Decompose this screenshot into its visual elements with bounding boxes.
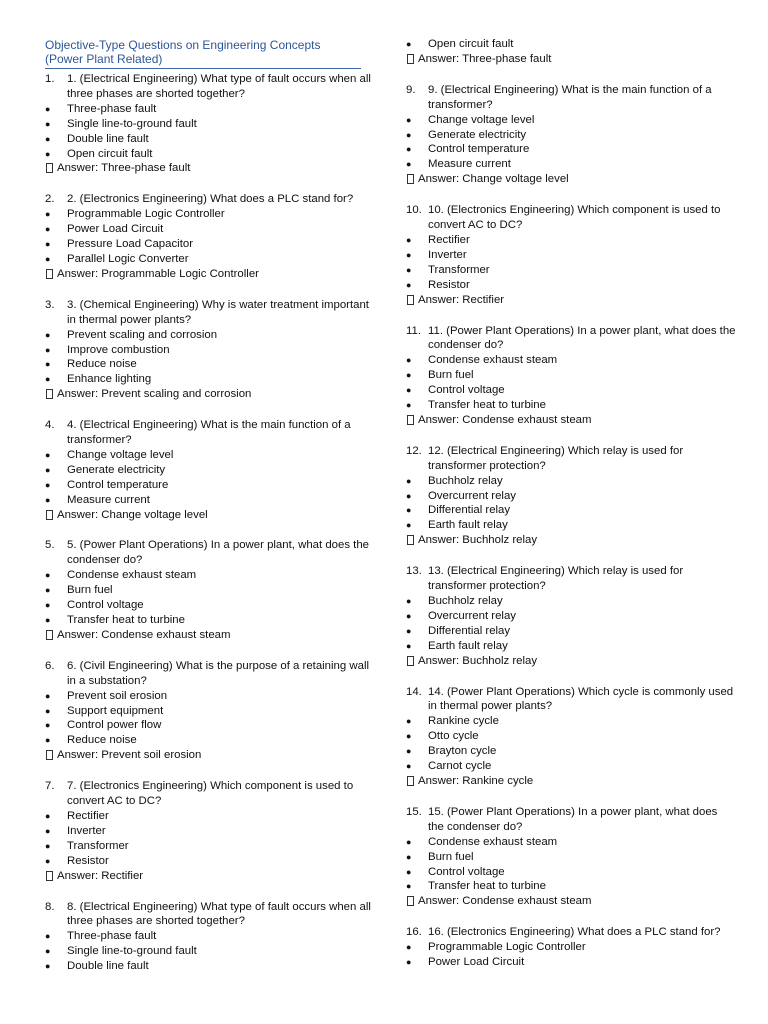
question-number: 10.	[406, 204, 422, 217]
option-text: Buchholz relay	[428, 595, 503, 607]
bullet-icon: ●	[406, 731, 412, 742]
bullet-icon: ●	[406, 400, 412, 411]
bullet-icon: ●	[45, 209, 51, 220]
left-column	[45, 37, 375, 990]
bullet-icon: ●	[45, 479, 51, 490]
checkbox-icon	[46, 510, 53, 520]
bullet-icon: ●	[45, 133, 51, 144]
option-item	[406, 835, 736, 850]
question-number: 16.	[406, 926, 422, 939]
option-text: Change voltage level	[67, 448, 174, 461]
bullet-icon: ●	[406, 610, 412, 621]
question-block	[406, 805, 736, 909]
question-block	[406, 564, 736, 668]
bullet-icon: ●	[45, 735, 51, 746]
question-block	[45, 72, 375, 176]
bullet-icon: ●	[406, 640, 412, 651]
option-item	[406, 278, 736, 293]
option-item	[406, 353, 736, 368]
option-item	[45, 147, 375, 162]
option-text: Condense exhaust steam	[67, 569, 197, 582]
bullet-icon: ●	[45, 810, 51, 821]
answer-text: Answer: Change voltage level	[57, 508, 208, 521]
bullet-icon: ●	[45, 239, 51, 250]
bullet-icon: ●	[45, 494, 51, 505]
question-block	[406, 203, 736, 307]
option-text: Programmable Logic Controller	[67, 208, 225, 221]
question-number: 1.	[45, 73, 55, 85]
option-text: Control voltage	[67, 599, 144, 612]
option-text: Measure current	[428, 158, 511, 171]
question-text: 7. (Electronics Engineering) Which component is used to convert AC to DC?	[67, 780, 354, 808]
option-item	[45, 102, 375, 117]
question-text: 1. (Electrical Engineering) What type of fault occurs when all three phases are shorted together?	[67, 73, 371, 100]
option-text: Resistor	[428, 278, 470, 291]
option-item	[45, 252, 375, 267]
answer-text: Answer: Prevent scaling and corrosion	[57, 388, 252, 401]
answer-line	[45, 267, 375, 282]
bullet-icon: ●	[45, 224, 51, 235]
option-text: Change voltage level	[428, 113, 535, 126]
option-text: Control voltage	[428, 384, 505, 397]
option-text: Otto cycle	[428, 730, 479, 743]
question-heading	[406, 83, 736, 113]
option-text: Burn fuel	[428, 369, 474, 382]
bullet-icon: ●	[45, 825, 51, 836]
option-item	[45, 343, 375, 358]
option-item	[45, 478, 375, 493]
option-text: Double line fault	[67, 960, 149, 973]
question-text: 2. (Electronics Engineering) What does a PLC stand for?	[67, 193, 354, 206]
option-item	[45, 448, 375, 463]
question-number: 12.	[406, 444, 422, 457]
option-item	[45, 463, 375, 478]
option-text: Control temperature	[428, 143, 530, 156]
bullet-icon: ●	[406, 159, 412, 170]
checkbox-icon	[46, 163, 53, 173]
bullet-icon: ●	[406, 761, 412, 772]
option-item	[406, 368, 736, 383]
option-item	[45, 809, 375, 824]
option-text: Transformer	[428, 263, 490, 276]
bullet-icon: ●	[406, 520, 412, 531]
checkbox-icon	[407, 656, 414, 666]
option-item	[406, 714, 736, 729]
option-item	[406, 503, 736, 518]
option-text: Rectifier	[67, 809, 109, 822]
option-text: Reduce noise	[67, 358, 137, 371]
question-number: 2.	[45, 193, 55, 206]
option-text: Control temperature	[67, 478, 169, 491]
answer-line	[45, 508, 375, 523]
bullet-icon: ●	[45, 570, 51, 581]
option-text: Single line-to-ground fault	[67, 117, 197, 130]
question-text: 15. (Power Plant Operations) In a power plant, what does the condenser do?	[428, 805, 718, 833]
bullet-icon: ●	[45, 961, 51, 972]
question-heading	[45, 900, 375, 930]
question-block	[406, 925, 736, 970]
answer-text: Answer: Change voltage level	[418, 173, 569, 186]
bullet-icon: ●	[45, 855, 51, 866]
option-item	[406, 157, 736, 172]
question-text: 16. (Electronics Engineering) What does a PLC stand for?	[428, 926, 721, 939]
answer-line	[406, 894, 736, 909]
option-text: Differential relay	[428, 504, 511, 517]
option-text: Brayton cycle	[428, 745, 497, 758]
option-text: Burn fuel	[428, 850, 474, 863]
option-item	[406, 233, 736, 248]
checkbox-icon	[407, 896, 414, 906]
question-block	[406, 83, 736, 187]
checkbox-icon	[407, 535, 414, 545]
right-column	[406, 37, 736, 986]
option-item	[406, 729, 736, 744]
answer-line	[406, 52, 736, 67]
question-heading	[406, 203, 736, 233]
option-text: Condense exhaust steam	[428, 354, 558, 367]
answer-line	[406, 654, 736, 669]
question-heading	[406, 444, 736, 474]
option-text: Generate electricity	[428, 128, 527, 141]
question-heading	[45, 418, 375, 448]
question-text: 10. (Electronics Engineering) Which component is used to convert AC to DC?	[428, 204, 721, 232]
option-item	[45, 929, 375, 944]
question-number: 9.	[406, 83, 416, 96]
option-text: Transfer heat to turbine	[428, 399, 546, 412]
checkbox-icon	[407, 776, 414, 786]
option-text: Control voltage	[428, 865, 505, 878]
option-text: Burn fuel	[67, 584, 113, 597]
option-item	[406, 474, 736, 489]
bullet-icon: ●	[45, 705, 51, 716]
question-heading	[45, 192, 375, 207]
question-block	[45, 298, 375, 402]
bullet-icon: ●	[406, 866, 412, 877]
option-item	[45, 733, 375, 748]
bullet-icon: ●	[406, 716, 412, 727]
question-number: 8.	[45, 900, 55, 913]
answer-text: Answer: Three-phase fault	[418, 52, 552, 65]
bullet-icon: ●	[406, 746, 412, 757]
option-text: Single line-to-ground fault	[67, 945, 197, 958]
answer-text: Answer: Buchholz relay	[418, 534, 538, 547]
question-block	[45, 659, 375, 763]
bullet-icon: ●	[45, 329, 51, 340]
question-number: 13.	[406, 565, 422, 578]
question-heading	[406, 925, 736, 940]
question-heading	[45, 72, 375, 102]
option-item	[45, 944, 375, 959]
bullet-icon: ●	[45, 253, 51, 264]
bullet-icon: ●	[45, 449, 51, 460]
question-number: 15.	[406, 805, 422, 818]
option-item	[406, 940, 736, 955]
checkbox-icon	[407, 295, 414, 305]
bullet-icon: ●	[45, 464, 51, 475]
question-block	[406, 324, 736, 428]
option-item	[45, 357, 375, 372]
option-text: Transformer	[67, 839, 129, 852]
bullet-icon: ●	[45, 359, 51, 370]
question-block	[45, 418, 375, 522]
option-item	[45, 854, 375, 869]
checkbox-icon	[46, 389, 53, 399]
option-item	[406, 128, 736, 143]
option-text: Inverter	[67, 824, 106, 837]
option-item	[45, 568, 375, 583]
page-title: Objective-Type Questions on Engineering Concepts (Power Plant Related)	[45, 37, 361, 69]
question-block	[406, 685, 736, 789]
option-text: Double line fault	[67, 132, 149, 145]
option-item	[406, 594, 736, 609]
answer-text: Answer: Three-phase fault	[57, 162, 191, 175]
answer-line	[45, 869, 375, 884]
option-item	[45, 583, 375, 598]
option-text: Prevent scaling and corrosion	[67, 328, 218, 341]
answer-line	[45, 161, 375, 176]
bullet-icon: ●	[45, 344, 51, 355]
option-item	[406, 113, 736, 128]
checkbox-icon	[46, 750, 53, 760]
option-text: Carnot cycle	[428, 760, 492, 773]
question-number: 7.	[45, 780, 55, 793]
option-text: Pressure Load Capacitor	[67, 238, 193, 251]
option-text: Rectifier	[428, 233, 470, 246]
option-item	[45, 613, 375, 628]
bullet-icon: ●	[406, 249, 412, 260]
answer-line	[45, 387, 375, 402]
question-text: 11. (Power Plant Operations) In a power plant, what does the condenser do?	[428, 324, 736, 352]
option-item	[45, 704, 375, 719]
option-item	[45, 207, 375, 222]
answer-text: Answer: Condense exhaust steam	[418, 895, 592, 908]
question-text: 3. (Chemical Engineering) Why is water treatment important in thermal power plants?	[67, 298, 369, 326]
answer-line	[45, 748, 375, 763]
question-heading	[406, 805, 736, 835]
option-item	[45, 824, 375, 839]
bullet-icon: ●	[45, 690, 51, 701]
bullet-icon: ●	[406, 625, 412, 636]
answer-text: Answer: Prevent soil erosion	[57, 749, 202, 762]
option-item	[45, 132, 375, 147]
option-text: Three-phase fault	[67, 930, 157, 943]
answer-text: Answer: Programmable Logic Controller	[57, 267, 259, 280]
bullet-icon: ●	[45, 148, 51, 159]
bullet-icon: ●	[45, 118, 51, 129]
option-text: Prevent soil erosion	[67, 689, 168, 702]
question-heading	[406, 564, 736, 594]
option-text: Improve combustion	[67, 343, 170, 356]
option-item	[406, 263, 736, 278]
option-text: Rankine cycle	[428, 715, 499, 728]
option-item	[406, 518, 736, 533]
question-heading	[45, 659, 375, 689]
checkbox-icon	[407, 54, 414, 64]
question-text: 12. (Electrical Engineering) Which relay is used for transformer protection?	[428, 444, 684, 472]
question-number: 3.	[45, 298, 55, 311]
bullet-icon: ●	[406, 385, 412, 396]
bullet-icon: ●	[406, 490, 412, 501]
question-heading	[406, 324, 736, 354]
question-block	[45, 192, 375, 281]
option-item	[45, 493, 375, 508]
option-item	[406, 609, 736, 624]
option-text: Transfer heat to turbine	[428, 880, 546, 893]
option-text: Transfer heat to turbine	[67, 614, 185, 626]
option-item	[45, 839, 375, 854]
option-text: Inverter	[428, 248, 467, 261]
bullet-icon: ●	[406, 144, 412, 155]
question-heading	[406, 685, 736, 715]
answer-line	[406, 774, 736, 789]
question-number: 4.	[45, 419, 55, 432]
option-item	[45, 598, 375, 613]
answer-line	[406, 533, 736, 548]
option-item	[406, 639, 736, 654]
bullet-icon: ●	[45, 946, 51, 957]
option-text: Support equipment	[67, 704, 164, 717]
option-text: Overcurrent relay	[428, 489, 516, 502]
question-block	[45, 538, 375, 642]
option-item	[406, 879, 736, 894]
checkbox-icon	[46, 871, 53, 881]
question-number: 5.	[45, 539, 55, 552]
option-item	[45, 237, 375, 252]
checkbox-icon	[407, 174, 414, 184]
bullet-icon: ●	[406, 475, 412, 486]
option-text: Generate electricity	[67, 463, 166, 476]
bullet-icon: ●	[45, 615, 51, 625]
option-item	[406, 850, 736, 865]
question-number: 14.	[406, 685, 422, 698]
question-block	[406, 444, 736, 548]
option-text: Power Load Circuit	[428, 956, 525, 969]
option-item	[406, 624, 736, 639]
option-item	[45, 222, 375, 237]
option-text: Power Load Circuit	[67, 223, 164, 236]
question-block	[45, 900, 375, 975]
option-text: Measure current	[67, 493, 150, 506]
answer-line	[406, 413, 736, 428]
bullet-icon: ●	[45, 600, 51, 611]
bullet-icon: ●	[406, 264, 412, 275]
bullet-icon: ●	[406, 505, 412, 516]
option-text: Parallel Logic Converter	[67, 252, 189, 265]
option-item	[45, 117, 375, 132]
option-text: Reduce noise	[67, 734, 137, 747]
option-item	[45, 372, 375, 387]
option-item	[45, 328, 375, 343]
question-number: 11.	[406, 324, 421, 337]
answer-line	[406, 293, 736, 308]
question-block	[45, 779, 375, 883]
option-item	[406, 489, 736, 504]
answer-text: Answer: Condense exhaust steam	[418, 413, 592, 426]
answer-text: Answer: Rankine cycle	[418, 774, 534, 787]
bullet-icon: ●	[406, 129, 412, 140]
bullet-icon: ●	[45, 931, 51, 942]
option-item	[45, 689, 375, 704]
question-text: 6. (Civil Engineering) What is the purpose of a retaining wall in a substation?	[67, 659, 370, 687]
bullet-icon: ●	[406, 957, 412, 968]
option-item	[406, 759, 736, 774]
option-text: Open circuit fault	[428, 38, 514, 50]
question-continuation	[406, 37, 736, 67]
bullet-icon: ●	[406, 942, 412, 953]
option-item	[406, 383, 736, 398]
option-text: Open circuit fault	[67, 147, 153, 160]
question-text: 14. (Power Plant Operations) Which cycle is commonly used in thermal power plants?	[428, 685, 734, 713]
option-text: Overcurrent relay	[428, 609, 516, 622]
bullet-icon: ●	[406, 279, 412, 290]
question-number: 6.	[45, 659, 55, 672]
option-text: Buchholz relay	[428, 474, 503, 487]
question-text: 13. (Electrical Engineering) Which relay is used for transformer protection?	[428, 565, 684, 593]
answer-text: Answer: Rectifier	[57, 869, 144, 882]
bullet-icon: ●	[406, 114, 412, 125]
answer-line	[406, 172, 736, 187]
checkbox-icon	[407, 415, 414, 425]
option-item	[45, 718, 375, 733]
option-text: Earth fault relay	[428, 639, 508, 652]
checkbox-icon	[46, 269, 53, 279]
question-heading	[45, 779, 375, 809]
option-item	[406, 865, 736, 880]
answer-text: Answer: Condense exhaust steam	[57, 628, 231, 641]
option-text: Three-phase fault	[67, 102, 157, 115]
question-heading	[45, 538, 375, 568]
checkbox-icon	[46, 630, 53, 640]
bullet-icon: ●	[406, 881, 412, 892]
option-text: Control power flow	[67, 719, 162, 732]
option-item	[45, 959, 375, 974]
bullet-icon: ●	[45, 585, 51, 596]
bullet-icon: ●	[406, 370, 412, 381]
question-text: 8. (Electrical Engineering) What type of fault occurs when all three phases are shorted together?	[67, 900, 371, 928]
answer-line	[45, 628, 375, 643]
option-text: Differential relay	[428, 624, 511, 637]
bullet-icon: ●	[45, 374, 51, 385]
option-text: Enhance lighting	[67, 373, 152, 386]
bullet-icon: ●	[406, 39, 412, 49]
bullet-icon: ●	[406, 234, 412, 245]
bullet-icon: ●	[406, 596, 412, 606]
bullet-icon: ●	[406, 836, 412, 847]
bullet-icon: ●	[45, 840, 51, 851]
option-text: Earth fault relay	[428, 519, 508, 532]
option-item	[406, 744, 736, 759]
option-text: Resistor	[67, 854, 109, 867]
option-item	[406, 955, 736, 970]
option-item	[406, 37, 736, 52]
option-item	[406, 398, 736, 413]
bullet-icon: ●	[406, 355, 412, 366]
bullet-icon: ●	[45, 720, 51, 731]
answer-text: Answer: Rectifier	[418, 293, 505, 306]
bullet-icon: ●	[45, 103, 51, 114]
question-text: 9. (Electrical Engineering) What is the main function of a transformer?	[428, 83, 712, 111]
answer-text: Answer: Buchholz relay	[418, 654, 538, 667]
option-text: Programmable Logic Controller	[428, 941, 586, 954]
bullet-icon: ●	[406, 851, 412, 862]
question-text: 5. (Power Plant Operations) In a power plant, what does the condenser do?	[67, 539, 370, 567]
question-heading	[45, 298, 375, 328]
option-item	[406, 142, 736, 157]
option-text: Condense exhaust steam	[428, 835, 558, 848]
option-item	[406, 248, 736, 263]
question-text: 4. (Electrical Engineering) What is the main function of a transformer?	[67, 419, 351, 447]
